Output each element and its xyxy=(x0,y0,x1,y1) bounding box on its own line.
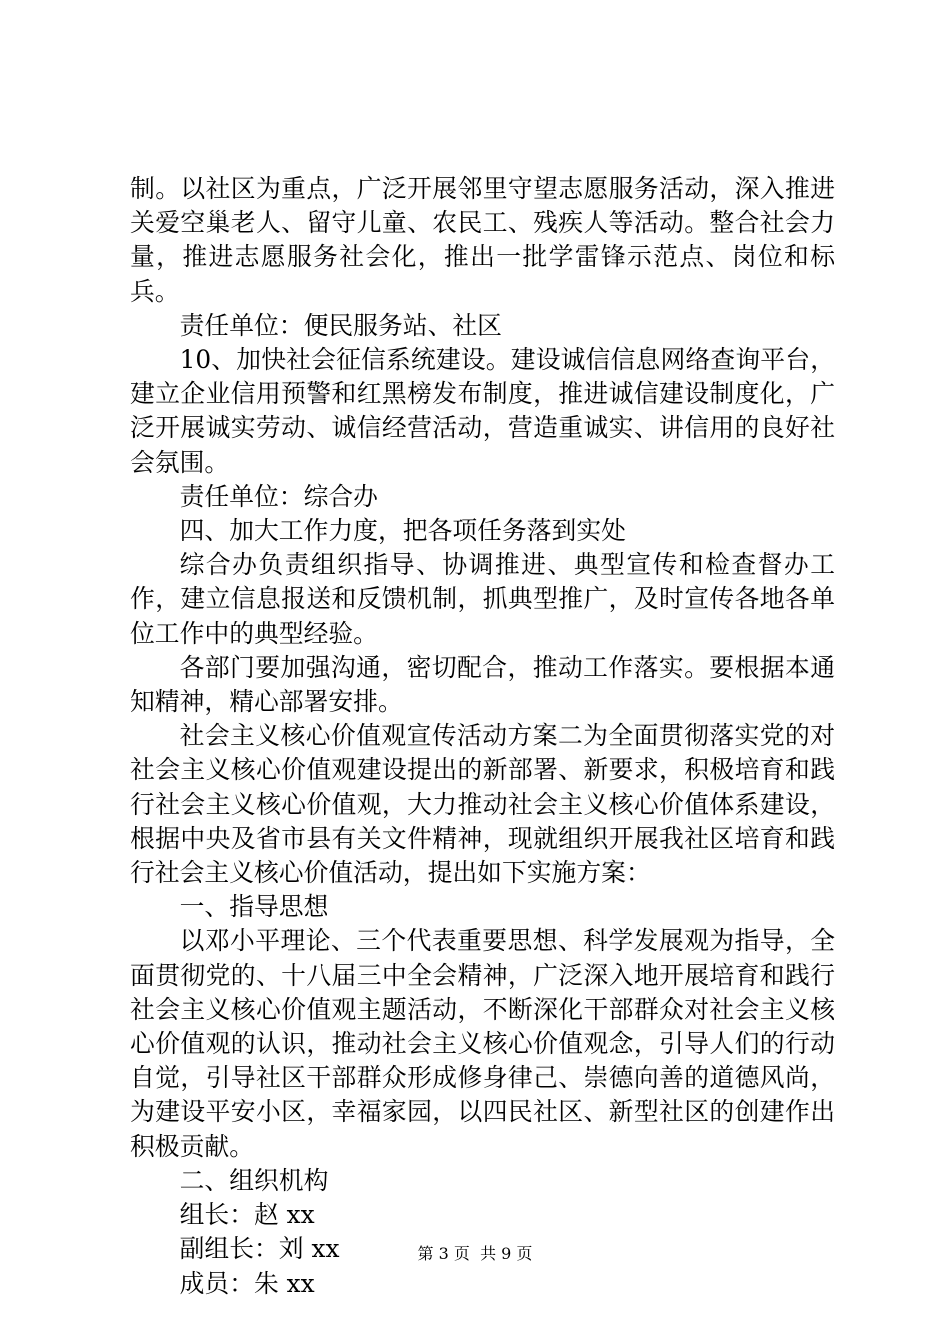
document-body xyxy=(130,172,835,1301)
org-member: 成员：朱 xx xyxy=(179,1268,315,1298)
org-leader: 组长：赵 xx xyxy=(179,1200,315,1230)
section-heading-1: 一、指导思想 xyxy=(179,892,329,922)
page-footer xyxy=(0,1244,950,1264)
paragraph-continuation: 制。以社区为重点，广泛开展邻里守望志愿服务活动，深入推进关爱空巢老人、留守儿童、农民工、残疾人等活动。整合社会力量，推进志愿服务社会化，推出一批学雷锋示范点、岗位和标兵。 xyxy=(130,174,835,306)
paragraph-item-10: 10、加快社会征信系统建设。建设诚信信息网络查询平台，建立企业信用预警和红黑榜发布制度，推进诚信建设制度化，广泛开展诚实劳动、诚信经营活动，营造重诚实、讲信用的良好社会氛围。 xyxy=(130,345,835,477)
paragraph-plan-two-intro: 社会主义核心价值观宣传活动方案二为全面贯彻落实党的对社会主义核心价值观建设提出的新部署、新要求，积极培育和践行社会主义核心价值观，大力推动社会主义核心价值体系建设，根据中央及省市县有关文件精神，现就组织开展我社区培育和践行社会主义核心价值活动，提出如下实施方案： xyxy=(130,721,835,888)
responsibility-line: 责任单位：综合办 xyxy=(179,481,378,511)
responsibility-line: 责任单位：便民服务站、社区 xyxy=(179,310,502,340)
org-deputy-leader: 副组长：刘 xx xyxy=(179,1234,340,1264)
paragraph-guiding-thought: 以邓小平理论、三个代表重要思想、科学发展观为指导，全面贯彻党的、十八届三中全会精神，广泛深入地开展培育和践行社会主义核心价值观主题活动，不断深化干部群众对社会主义核心价值观的认识，推动社会主义核心价值观念，引导人们的行动自觉，引导社区干部群众形成修身律己、崇德向善的道德风尚，为建设平安小区，幸福家园，以四民社区、新型社区的创建作出积极贡献。 xyxy=(130,926,835,1161)
section-heading-2: 二、组织机构 xyxy=(179,1165,329,1195)
page-number: 第 3 页 共 9 页 xyxy=(417,1244,533,1263)
paragraph: 综合办负责组织指导、协调推进、典型宣传和检查督办工作，建立信息报送和反馈机制，抓典型推广，及时宣传各地各单位工作中的典型经验。 xyxy=(130,550,835,648)
section-heading-4: 四、加大工作力度，把各项任务落到实处 xyxy=(179,516,626,546)
paragraph: 各部门要加强沟通，密切配合，推动工作落实。要根据本通知精神，精心部署安排。 xyxy=(130,652,835,717)
